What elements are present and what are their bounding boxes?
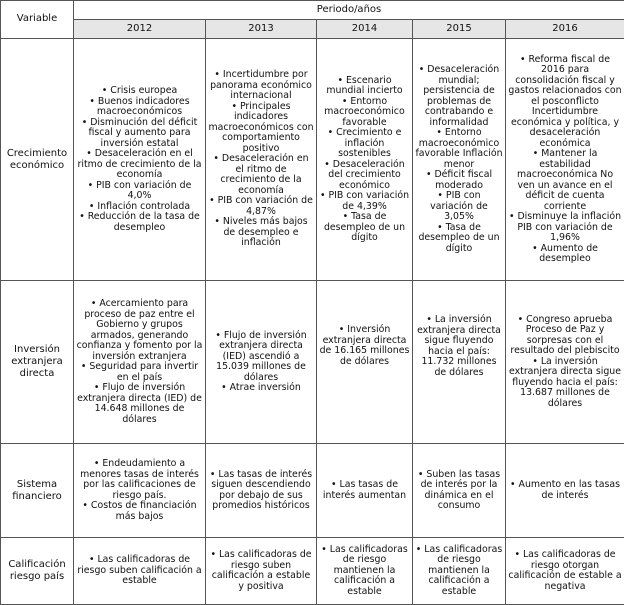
bullet-item: • Déficit fiscal moderado — [415, 170, 503, 191]
bullet-item: • Crecimiento e inflación sostenibles — [319, 128, 410, 160]
bullet-item: • Las calificadoras de riesgo mantienen la calificación a estable — [415, 545, 503, 598]
bullet-item: • Congreso aprueba Proceso de Paz y sorpresas con el resultado del plebiscito — [508, 315, 622, 357]
bullet-item: • Seguridad para invertir en el país — [76, 362, 203, 383]
period-header: Periodo/años — [74, 1, 624, 20]
bullet-item: • Costos de financiación más bajos — [76, 501, 203, 522]
year-header-2013: 2013 — [206, 20, 317, 39]
cell-2015 — [413, 39, 506, 281]
bullet-item: • Reducción de la tasa de desempleo — [76, 212, 203, 233]
bullet-item: • Entorno macroeconómico favorable — [319, 97, 410, 129]
bullet-item: • Las calificadoras de riesgo suben calificación a estable — [76, 555, 203, 587]
cell-2013 — [206, 444, 317, 538]
cell-2014 — [317, 538, 413, 605]
bullet-item: • Aumento de desempleo — [508, 244, 622, 265]
bullet-item: • PIB con variación de 3,05% — [415, 191, 503, 223]
bullet-item: • PIB con variación de 4,39% — [319, 191, 410, 212]
bullet-item: • Atrae inversión — [208, 383, 314, 394]
bullet-item: • Acercamiento para proceso de paz entre el Gobierno y grupos armados, generando confianza y fomento por la inversión extranjera — [76, 299, 203, 362]
bullet-item: • Tasa de desempleo de un dígito — [319, 212, 410, 244]
bullet-item: • PIB con variación de 4,87% — [208, 196, 314, 217]
bullet-item: • Las calificadoras de riesgo mantienen la calificación a estable — [319, 545, 410, 598]
bullet-item: • Entorno macroeconómico favorable Inflación menor — [415, 128, 503, 170]
cell-2012 — [74, 444, 206, 538]
bullet-item: • PIB con variación de 4,0% — [76, 181, 203, 202]
cell-2016 — [506, 538, 624, 605]
row-crecimiento-economico — [1, 39, 624, 281]
bullet-item: • Principales indicadores macroeconómicos con comportamiento positivo — [208, 102, 314, 155]
year-header-2016: 2016 — [506, 20, 624, 39]
header-row-years — [1, 20, 624, 39]
header-row-period — [1, 1, 624, 20]
variable-header: Variable — [1, 1, 74, 39]
bullet-item: • Las tasas de interés siguen descendiendo por debajo de sus promedios históricos — [208, 470, 314, 512]
bullet-item: • Flujo de inversión extranjera directa (IED) de 14.648 millones de dólares — [76, 383, 203, 425]
bullet-item: • La inversión extranjera directa sigue fluyendo hacia el país: 11.732 millones de dólares — [415, 315, 503, 378]
row-sistema-financiero — [1, 444, 624, 538]
bullet-item: • La inversión extranjera directa sigue fluyendo hacia el país: 13.687 millones de dólares — [508, 357, 622, 410]
bullet-item: • Flujo de inversión extranjera directa (IED) ascendió a 15.039 millones de dólares — [208, 331, 314, 384]
bullet-item: • Desaceleración en el ritmo de crecimiento de la economía — [76, 149, 203, 181]
variable-cell: Calificación riesgo país — [1, 538, 74, 605]
cell-2016 — [506, 39, 624, 281]
cell-2016 — [506, 444, 624, 538]
cell-2015 — [413, 538, 506, 605]
bullet-item: • Las calificadoras de riesgo otorgan calificación de estable a negativa — [508, 550, 622, 592]
bullet-item: • Las calificadoras de riesgo suben calificación a estable y positiva — [208, 550, 314, 592]
bullet-item: • Escenario mundial incierto — [319, 76, 410, 97]
bullet-item: • Niveles más bajos de desempleo e inflación — [208, 217, 314, 249]
bullet-item: • Inflación controlada — [76, 202, 203, 213]
cell-2014 — [317, 444, 413, 538]
bullet-item: • Mantener la estabilidad macroeconómica No ven un avance en el déficit de cuenta corriente — [508, 149, 622, 212]
cell-2015 — [413, 281, 506, 444]
bullet-item: • Buenos indicadores macroeconómicos — [76, 97, 203, 118]
bullet-item: • Disminuye la inflación PIB con variación de 1,96% — [508, 212, 622, 244]
variable-cell: Crecimiento económico — [1, 39, 74, 281]
bullet-item: • Desaceleración mundial; persistencia de problemas de contrabando e informalidad — [415, 65, 503, 128]
year-header-2015: 2015 — [413, 20, 506, 39]
cell-2014 — [317, 281, 413, 444]
bullet-item: • Tasa de desempleo de un dígito — [415, 223, 503, 255]
variable-cell: Inversión extranjera directa — [1, 281, 74, 444]
bullet-item: • Las tasas de interés aumentan — [319, 480, 410, 501]
row-calificacion-riesgo — [1, 538, 624, 605]
bullet-item: • Inversión extranjera directa de 16.165 millones de dólares — [319, 325, 410, 367]
cell-2015 — [413, 444, 506, 538]
bullet-item: • Desaceleración en el ritmo de crecimiento de la economía — [208, 154, 314, 196]
bullet-item: • Disminución del déficit fiscal y aumento para inversión estatal — [76, 118, 203, 150]
year-header-2012: 2012 — [74, 20, 206, 39]
bullet-item: • Aumento en las tasas de interés — [508, 480, 622, 501]
row-inversion-extranjera — [1, 281, 624, 444]
cell-2013 — [206, 39, 317, 281]
cell-2012 — [74, 281, 206, 444]
bullet-item: • Suben las tasas de interés por la dinámica en el consumo — [415, 470, 503, 512]
bullet-item: • Reforma fiscal de 2016 para consolidación fiscal y gastos relacionados con el posconflicto Incertidumbre económica y política, y desaceleración económica — [508, 55, 622, 150]
cell-2012 — [74, 538, 206, 605]
cell-2014 — [317, 39, 413, 281]
cell-2013 — [206, 281, 317, 444]
bullet-item: • Endeudamiento a menores tasas de interés por las calificaciones de riesgo país. — [76, 459, 203, 501]
cell-2012 — [74, 39, 206, 281]
cell-2013 — [206, 538, 317, 605]
bullet-item: • Incertidumbre por panorama económico internacional — [208, 70, 314, 102]
cell-2016 — [506, 281, 624, 444]
year-header-2014: 2014 — [317, 20, 413, 39]
bullet-item: • Desaceleración del crecimiento económico — [319, 160, 410, 192]
variable-cell: Sistema financiero — [1, 444, 74, 538]
bullet-item: • Crisis europea — [76, 86, 203, 97]
